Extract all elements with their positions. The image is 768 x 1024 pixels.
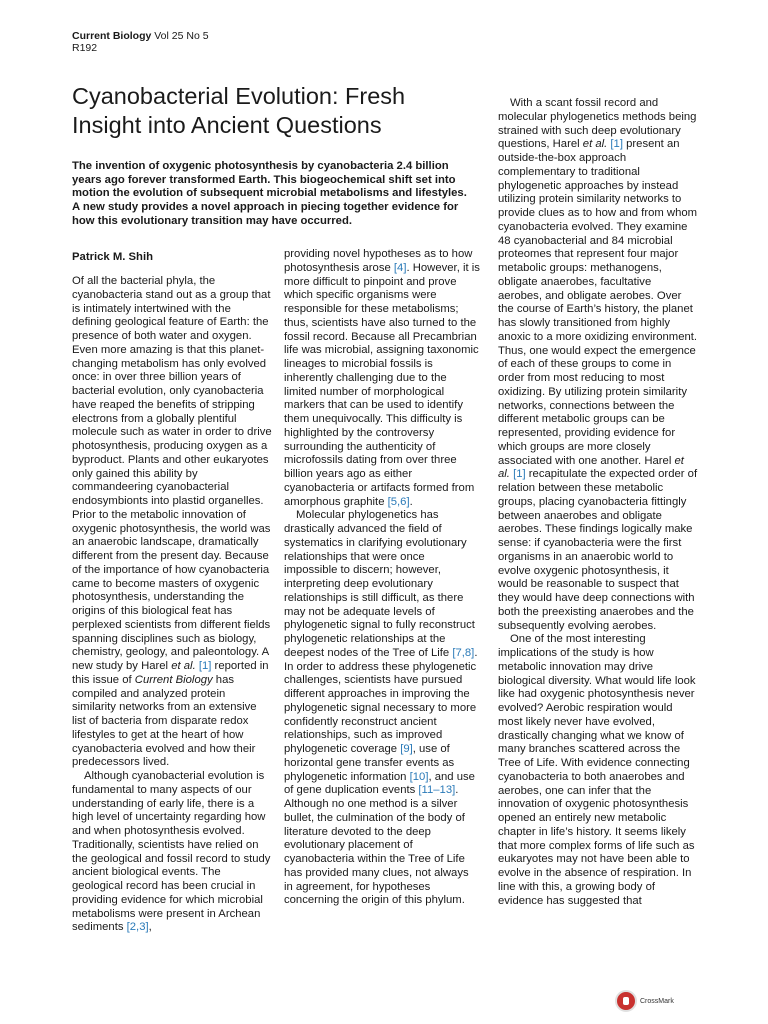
journal-citation (72, 30, 209, 42)
crossmark-label: CrossMark (640, 997, 674, 1005)
reference-link[interactable]: [4] (393, 261, 407, 274)
text-run: , (148, 921, 152, 934)
text-run: . However, it is more difficult to pinpoint and prove which specific organisms were responsible for these metabolisms; thus, scientists have also turned to the fossil record. Because all Precambrian life was microbial, assigning taxonomic lineages to microbial fossils is inherently challenging due to the limited number of morphological markers that can be used to identify them unequivocally. This difficulty is highlighted by the controversy surrounding the authenticity of microfossils dating from over three billion years ago as either cyanobacteria or artifacts formed from amorphous graphite (284, 261, 480, 508)
body-column-1 (72, 275, 272, 935)
text-run: . Although no one method is a silver bullet, the culmination of the body of literature devoted to the deep evolutionary placement of cyanobacteria within the Tree of Life has provided many clues, not always in agreement, for hypotheses concerning the origin of this phylum. (284, 784, 469, 907)
reference-link[interactable]: [1] (198, 660, 212, 672)
text-run: With a scant fossil record and molecular phylogenetics methods being strained with such deep evolutionary questions, Harel (498, 97, 697, 151)
text-run: , use of horizontal gene transfer events as phylogenetic information (284, 743, 455, 783)
text-run: Of all the bacterial phyla, the cyanobacteria stand out as a group that is intimately intertwined with the defining geological feature of Earth: the presence of both water and oxygen. Even more amazing is that this planet-changing metabolism has only evolved once: in over three billion years of bacterial evolution, only cyanobacteria have reaped the benefits of stripping electrons from a globally plentiful molecule such as water in order to drive photosynthesis, producing oxygen as a byproduct. Plants and other eukaryotes only gained this ability by commandeering cyanobacterial endosymbionts into plastid organelles. Prior to the metabolic innovation of oxygenic photosynthesis, the world was an anaerobic landscape, dramatically different from the present day. Because of the importance of how cyanobacteria came to become masters of oxygenic photosynthesis, understanding the origins of this biological feat has perplexed scientists from different fields spanning disciplines such as biology, chemistry, geology, and paleontology. A new study by Harel (72, 275, 272, 672)
text-run: present an outside-the-box approach complementary to traditional phylogenetic approaches by instead utilizing protein similarity networks to provide clues as to how and from whom cyanobacteria evolved. They examine 48 cyanobacterial and 84 microbial proteomes that represent four major metabolic groups: methanogens, obligate anaerobes, facultative aerobes, and obligate aerobes. Over the course of Earth’s history, the planet has slowly transitioned from highly anoxic to a more oxidizing environment. Thus, one would expect the emergence of each of these groups to come in order from most reducing to most oxidizing. By utilizing protein similarity networks, connections between the different metabolic groups can be represented, providing evidence for which groups are more closely associated with one another. Harel (498, 138, 698, 467)
text-run: Although cyanobacterial evolution is fundamental to many aspects of our understanding of early life, there is a high level of uncertainty regarding how and when photosynthesis evolved. Traditionally, scientists have relied on the geological and fossil record to study ancient biological events. The geological record has been crucial in providing evidence for which microbial metabolisms were present in Archean sediments (72, 770, 271, 934)
journal-header (72, 30, 209, 54)
text-run: recapitulate the expected order of relation between these metabolic groups, placing cyanobacteria fittingly between anaerobes and obligate aerobes. These findings logically make sense: if cyanobacteria were the first organisms in an anaerobic world to evolve oxygenic photosynthesis, it would be reasonable to suspect that they would have deep connections with both the preexisting anaerobes and the subsequently evolving aerobes. (498, 468, 698, 632)
page-number: R192 (72, 42, 98, 54)
reference-link[interactable]: [2,3] (126, 921, 149, 934)
journal-name: Current Biology (72, 30, 152, 42)
reference-link[interactable]: [1] (513, 468, 526, 481)
et-al: et al. (498, 454, 684, 481)
author-name: Patrick M. Shih (72, 251, 153, 263)
reference-link[interactable]: [7,8] (452, 646, 475, 659)
paragraph: One of the most interesting implications of the study is how metabolic innovation may drive biological diversity. What would life look like had oxygenic photosynthesis never evolved? Aerobic respiration would most likely never have evolved, drastically changing what we know of many branches scattered across the Tree of Life. With evidence connecting cyanobacteria to both anaerobes and aerobes, one can infer that the innovation of oxygenic photosynthesis opened an entirely new metabolic chapter in life’s history. It seems likely that more complex forms of life such as eukaryotes may not have been able to evolve in the absence of respiration. In line with this, a growing body of evidence has suggested that (498, 633, 696, 907)
reference-link[interactable]: [10] (409, 770, 429, 783)
text-run: has compiled and analyzed protein similarity networks from an extensive list of bacteria from disparate redox lifestyles to get at the heart of how cyanobacteria evolved and how their predecessors lived. (72, 673, 257, 769)
reference-link[interactable]: [5,6] (387, 495, 410, 508)
text-run: . In order to address these phylogenetic challenges, scientists have pursued different approaches in improving the phylogenetic signal necessary to more confidently reconstruct ancient relationships, such as improved phylogenetic coverage (284, 646, 478, 755)
journal-volume: Vol 25 No 5 (151, 30, 209, 42)
text-run: , and use of gene duplication events (284, 770, 475, 797)
article-abstract: The invention of oxygenic photosynthesis by cyanobacteria 2.4 billion years ago forever transformed Earth. This biogeochemical shift set into motion the evolution of subsequent microbial metabolisms and lifestyles. A new study provides a novel approach in piecing together evidence for how this evolutionary transition may have occurred. (72, 160, 467, 227)
reference-link[interactable]: [1] (610, 138, 623, 151)
paragraph (284, 509, 480, 908)
paragraph (284, 248, 480, 509)
text-run: Molecular phylogenetics has drastically advanced the field of systematics in clarifying evolutionary relationships that were once impossible to discern; however, interpreting deep evolutionary relationships is still difficult, as there may not be adequate levels of phylogenetic signal to fully reconstruct phylogenetic relationships at the deepest nodes of the Tree of Life (284, 509, 475, 659)
et-al: et al. (582, 138, 608, 151)
reference-link[interactable]: [11–13] (418, 784, 456, 797)
reference-link[interactable]: [9] (400, 743, 413, 755)
body-column-2 (284, 248, 480, 908)
crossmark-badge[interactable] (615, 990, 674, 1012)
text-run: . (409, 495, 413, 508)
journal-name-inline: Current Biology (134, 673, 213, 686)
text-run: reported in this issue of (72, 660, 269, 686)
article-title: Cyanobacterial Evolution: Fresh Insight into Ancient Questions (72, 83, 406, 138)
text-run: providing novel hypotheses as to how photosynthesis arose (284, 248, 473, 274)
body-column-3 (498, 97, 698, 908)
crossmark-icon (615, 990, 637, 1012)
et-al: et al. (171, 660, 196, 672)
paragraph (498, 97, 698, 633)
paragraph (72, 770, 272, 935)
paragraph (72, 275, 272, 770)
